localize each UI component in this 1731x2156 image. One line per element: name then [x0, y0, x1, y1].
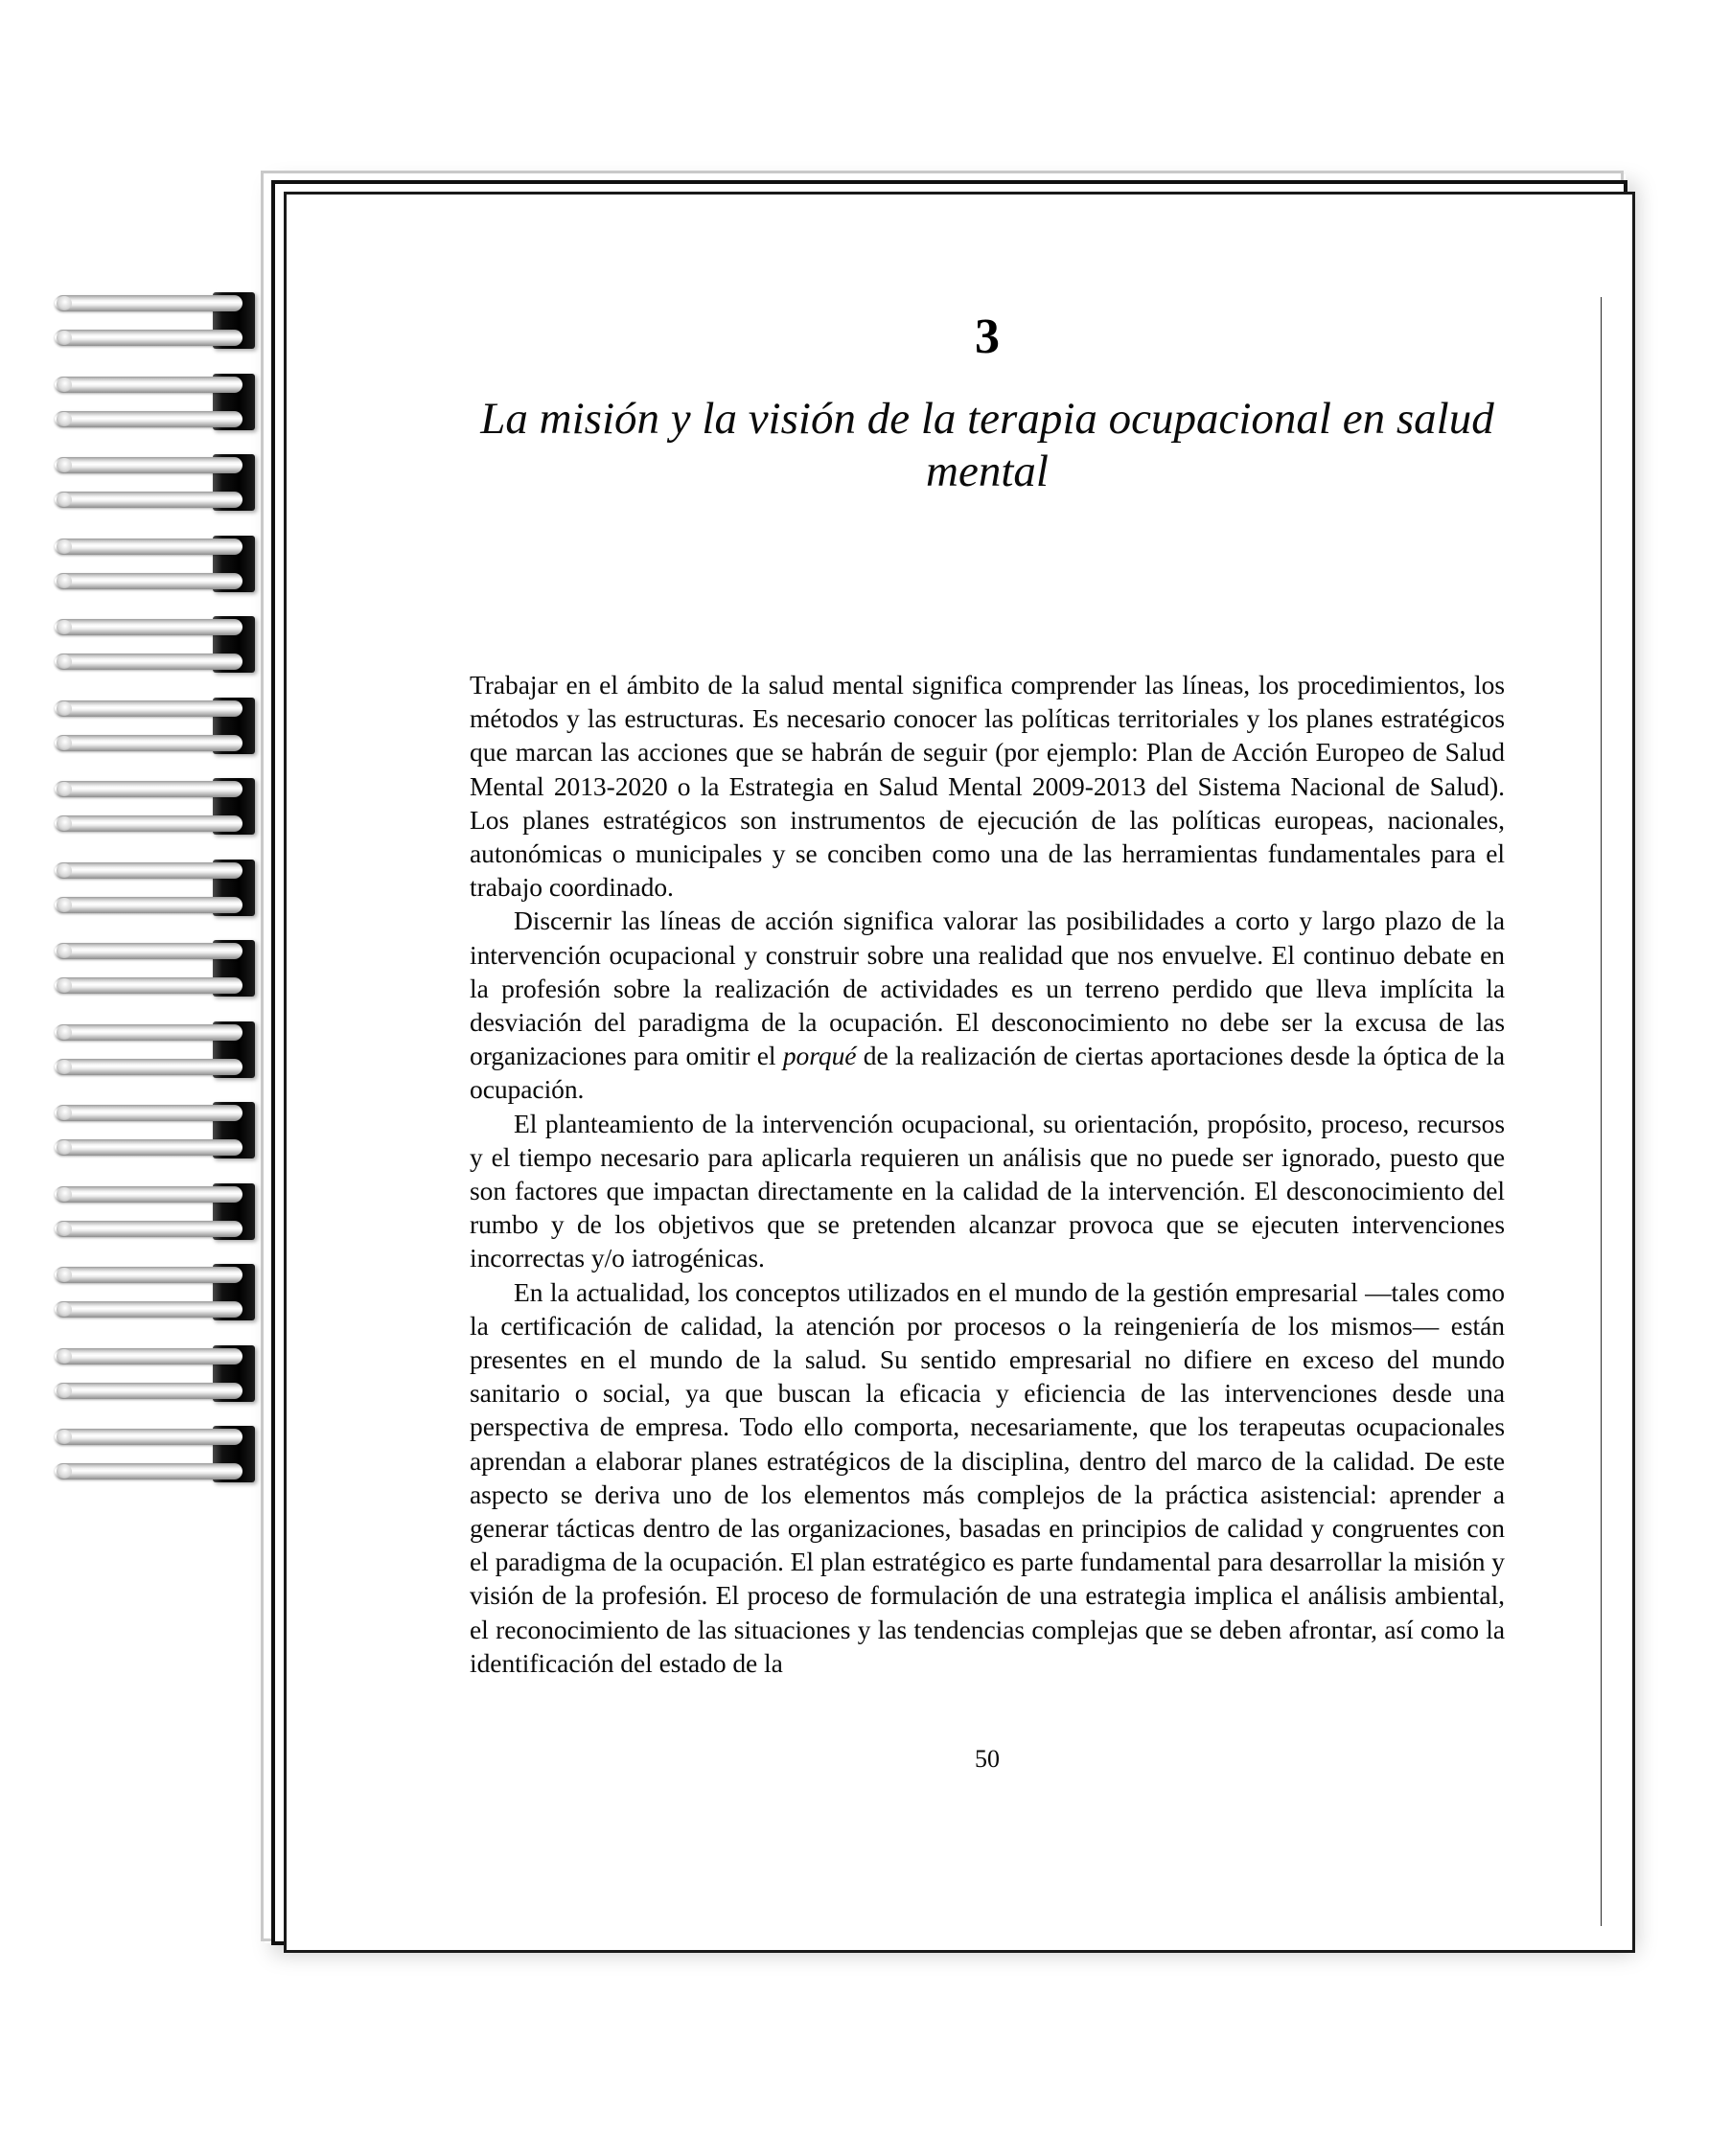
paragraph-2-text-after: de la realización de ciertas aportaciones desde la óptica de la ocupación.: [470, 1041, 1505, 1105]
spiral-wire-upper: [55, 862, 242, 879]
spiral-wire-upper: [55, 377, 242, 393]
spiral-wire-upper: [55, 700, 242, 717]
spiral-wire-lower: [55, 1221, 242, 1237]
spiral-wire-lower: [55, 573, 242, 589]
spiral-wire-upper: [55, 1348, 242, 1365]
spiral-wire-upper: [55, 539, 242, 555]
spiral-coil-clip: [213, 778, 255, 835]
spiral-binding: [0, 0, 288, 2156]
spiral-wire-lower: [55, 1301, 242, 1318]
spiral-wire-upper: [55, 457, 242, 473]
body-text: [470, 668, 1505, 1680]
page-number: 50: [975, 1745, 1000, 1773]
spiral-wire-upper: [55, 1105, 242, 1121]
spiral-coil-clip: [213, 940, 255, 997]
spiral-coil-clip: [213, 374, 255, 430]
spiral-wire-lower: [55, 735, 242, 751]
spiral-wire-upper: [55, 1024, 242, 1041]
spiral-wire-upper: [55, 781, 242, 797]
spiral-coil-clip: [213, 292, 255, 349]
paragraph-2-text-before: Discernir las líneas de acción significa valorar las posibilidades a corto y largo plazo de la intervención ocupacional y construir sobre una realidad que nos envuelve. El continuo debate en la profesión sobre la realización de actividades es un terreno perdido que lleva implícita la desviación del paradigma de la ocupación. El desconocimiento no debe ser la excusa de las organizaciones para omitir el: [470, 906, 1505, 1071]
spiral-wire-lower: [55, 1383, 242, 1399]
spiral-wire-lower: [55, 815, 242, 832]
spiral-wire-lower: [55, 492, 242, 508]
paragraph-3: El planteamiento de la intervención ocupacional, su orientación, propósito, proceso, recursos y el tiempo necesario para aplicarla requieren un análisis que no puede ser ignorado, puesto que son factores que impactan directamente en la calidad de la intervención. El desconocimiento del rumbo y de los objetivos que se pretenden alcanzar provoca que se ejecuten intervenciones incorrectas y/o iatrogénicas.: [470, 1108, 1505, 1273]
spiral-coil-clip: [213, 616, 255, 673]
paragraph-4: En la actualidad, los conceptos utilizados en el mundo de la gestión empresarial —tales como la certificación de calidad, la atención por procesos o la reingeniería de los mismos— están presentes en el mundo de la salud. Su sentido empresarial no difiere en exceso del mundo sanitario o social, ya que buscan la eficacia y eficiencia de las intervenciones desde una perspectiva de empresa. Todo ello comporta, necesariamente, que los terapeutas ocupacionales aprendan a elaborar planes estratégicos de la disciplina, dentro del marco de la calidad. De este aspecto se deriva uno de los elementos más complejos de la práctica asistencial: aprender a generar tácticas dentro de las organizaciones, basadas en principios de calidad y congruentes con el paradigma de la ocupación. El plan estratégico es parte fundamental para desarrollar la misión y visión de la profesión. El proceso de formulación de una estrategia implica el análisis ambiental, el reconocimiento de las situaciones y las tendencias complejas que se deben afrontar, así como la identificación del estado de la: [470, 1276, 1505, 1678]
spiral-wire-upper: [55, 1429, 242, 1445]
spiral-wire-lower: [55, 1139, 242, 1156]
spiral-wire-upper: [55, 619, 242, 635]
spiral-wire-upper: [55, 943, 242, 959]
spiral-wire-lower: [55, 897, 242, 913]
spiral-coil-clip: [213, 860, 255, 916]
spiral-coil-clip: [213, 454, 255, 511]
paragraph-1: Trabajar en el ámbito de la salud mental significa comprender las líneas, los procedimientos, los métodos y las estructuras. Es necesario conocer las políticas territoriales y los planes estratégicos que marcan las acciones que se habrán de seguir (por ejemplo: Plan de Acción Europeo de Salud Mental 2013-2020 o la Estrategia en Salud Mental 2009-2013 del Sistema Nacional de Salud). Los planes estratégicos son instrumentos de ejecución de las políticas europeas, nacionales, autonómicas o municipales y se conciben como una de las herramientas fundamentales para el trabajo coordinado.: [470, 669, 1505, 903]
paragraph-2: [470, 904, 1505, 1106]
spiral-wire-upper: [55, 1186, 242, 1203]
page-content: [470, 192, 1505, 1936]
spiral-wire-lower: [55, 330, 242, 346]
spiral-wire-upper: [55, 295, 242, 311]
chapter-title: La misión y la visión de la terapia ocupacional en salud mental: [480, 394, 1494, 497]
spiral-wire-lower: [55, 654, 242, 670]
spiral-coil-clip: [213, 536, 255, 592]
spiral-wire-lower: [55, 1059, 242, 1075]
spiral-coil-clip: [213, 1264, 255, 1320]
page-border-hairline-right: [1601, 297, 1602, 1926]
spiral-coil-clip: [213, 1102, 255, 1158]
spiral-coil-clip: [213, 698, 255, 754]
spiral-wire-lower: [55, 1463, 242, 1479]
spiral-coil-clip: [213, 1021, 255, 1078]
spiral-wire-lower: [55, 411, 242, 427]
spiral-coil-clip: [213, 1426, 255, 1482]
spiral-coil-clip: [213, 1345, 255, 1402]
paragraph-2-emphasis: porqué: [782, 1041, 857, 1071]
spiral-wire-upper: [55, 1267, 242, 1283]
chapter-number: 3: [975, 310, 1000, 364]
spiral-wire-lower: [55, 977, 242, 994]
spiral-coil-clip: [213, 1183, 255, 1240]
